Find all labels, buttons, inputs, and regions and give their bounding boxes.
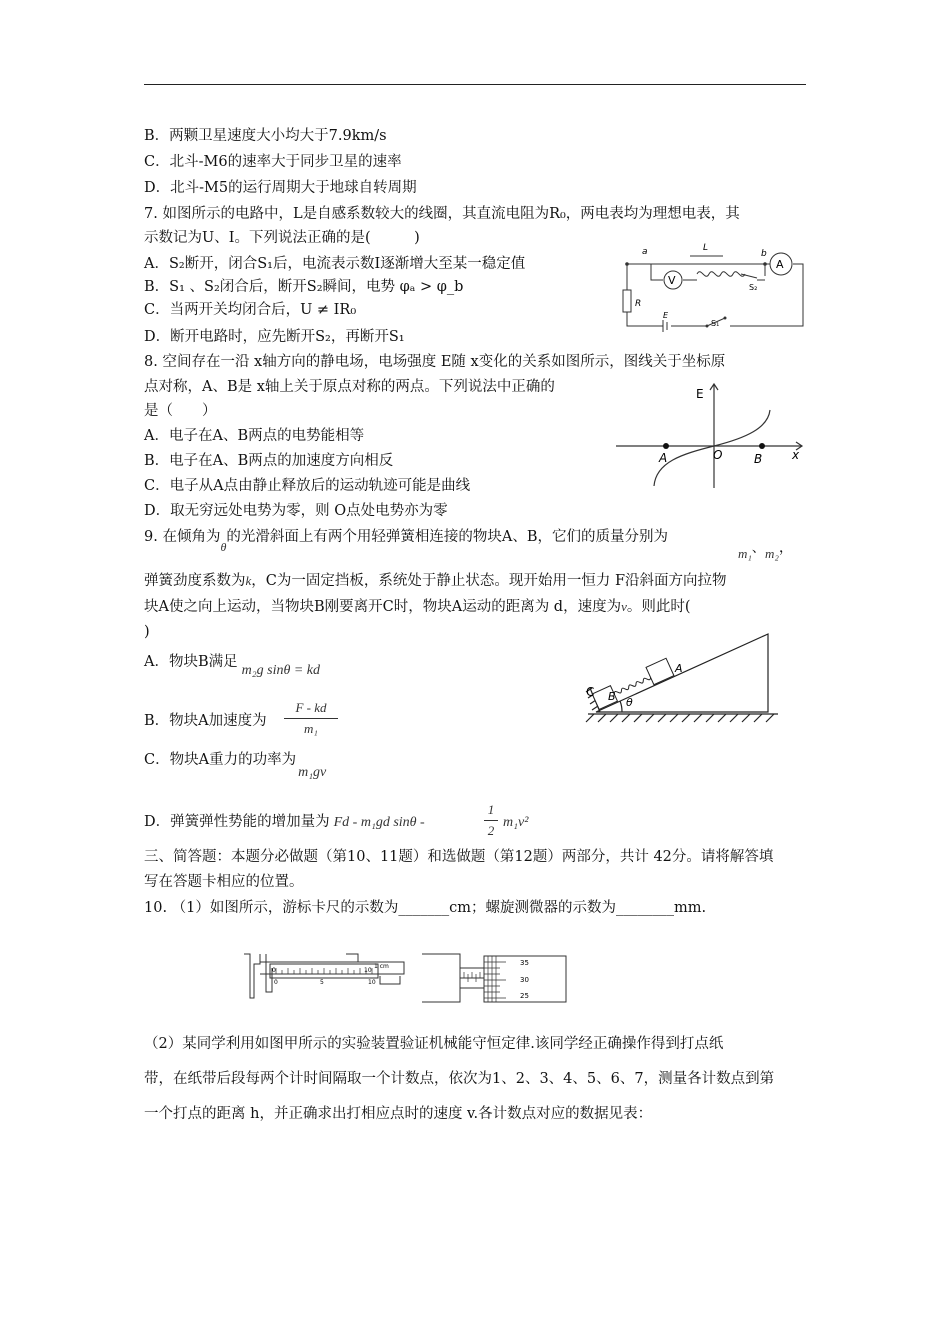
q7-fig-ammeter: A: [776, 258, 784, 271]
q10-part2-line3: 一个打点的距离 h，并正确求出打相应点时的速度 v.各计数点对应的数据见表：: [144, 1106, 653, 1122]
q10-caliper-5: 5: [320, 979, 324, 986]
q10-vernier-caliper: [240, 946, 412, 1004]
q7-stem-line2: 示数记为U、I。下列说法正确的是( ): [144, 230, 420, 246]
q10-part2-line2: 带，在纸带后段每两个计时间隔取一个计数点，依次为1、2、3、4、5、6、7，测量各计数点到第: [144, 1071, 775, 1087]
q6-option-c: C．北斗-M6的速率大于同步卫星的速率: [144, 154, 402, 170]
q9-option-d: [144, 812, 425, 833]
q8-option-a: A．电子在A、B两点的电势能相等: [144, 428, 365, 444]
q9-mass-comma: ，: [778, 540, 794, 556]
q8-point-A: A: [659, 451, 668, 465]
q7-fig-E: E: [663, 311, 669, 320]
q9-option-b-numerator: F - kd: [295, 700, 327, 715]
q6-option-b: B．两颗卫星速度大小均大于7.9km/s: [144, 128, 387, 144]
q9-stem-line3: [144, 597, 691, 617]
q8-option-d: D．取无穷远处电势为零，则 O点处电势亦为零: [144, 503, 448, 519]
q9-stem-line2: [144, 571, 727, 591]
q9-stem1b: 的光滑斜面上有两个用轻弹簧相连接的物块A、B，它们的质量分别为: [226, 529, 668, 545]
q9-option-d-formula2: m₁v²: [503, 815, 529, 830]
q9-option-d-formula1: Fd - m₁gd sinθ -: [333, 815, 425, 830]
q10-caliper-10-vernier: 10: [368, 979, 376, 986]
q9-option-d-label: D．弹簧弹性势能的增加量为: [144, 814, 330, 830]
q9-fig-theta: θ: [626, 696, 633, 709]
q8-option-b: B．电子在A、B两点的加速度方向相反: [144, 453, 394, 469]
q9-mass-sep: 、: [751, 541, 765, 556]
q9-stem3b: 。则此时(: [626, 599, 691, 615]
q10-caliper-1cm: 1 cm: [374, 963, 389, 970]
q7-fig-a: a: [642, 247, 648, 257]
q8-origin-O: O: [713, 448, 723, 462]
q8-field-graph: [612, 378, 812, 492]
header-rule: [144, 84, 806, 85]
q9-masses: [738, 538, 793, 564]
q7-option-d: D．断开电路时，应先断开S₂，再断开S₁: [144, 329, 405, 345]
q7-fig-R: R: [635, 299, 642, 309]
q8-stem-line1: 8. 空间存在一沿 x轴方向的静电场，电场强度 E随 x变化的关系如图所示，图线关于坐标原: [144, 354, 726, 370]
q9-option-a-formula: m₂g sinθ = kd: [241, 663, 320, 678]
q7-fig-b: b: [761, 249, 767, 259]
q7-option-b: B．S₁ 、S₂闭合后，断开S₂瞬间，电势 φₐ > φ_b: [144, 279, 464, 295]
q7-fig-voltmeter: V: [668, 274, 676, 287]
q7-option-a: A．S₂断开，闭合S₁后，电流表示数I逐渐增大至某一稳定值: [144, 256, 526, 272]
q9-option-d-fraction: [484, 802, 498, 839]
q9-m1: m₁: [738, 546, 752, 561]
q8-axis-x: x: [792, 448, 800, 462]
q8-stem-line3: 是（ ）: [144, 403, 217, 419]
q9-option-c-formula: m₁gv: [298, 765, 327, 780]
q7-stem-line1: 7. 如图所示的电路中，L是自感系数较大的线圈，其直流电阻为R₀，两电表均为理想电表，其: [144, 206, 740, 222]
q9-option-d-denominator: 2: [487, 823, 495, 838]
q9-option-d-numerator: 1: [487, 802, 495, 817]
q9-stem2b: ，C为一固定挡板，系统处于静止状态。现开始用一恒力 F沿斜面方向拉物: [251, 573, 727, 589]
q10-caliper-0-vernier: 0: [274, 979, 278, 986]
q9-fig-C: C: [586, 685, 595, 699]
q9-option-c: [144, 750, 327, 780]
q9-stem1a: 9. 在倾角为: [144, 529, 221, 545]
q9-option-b: B．物块A加速度为: [144, 713, 267, 729]
q8-axis-E: E: [696, 387, 704, 401]
fraction-bar: [484, 820, 498, 821]
q9-fig-B: B: [608, 690, 616, 703]
q9-option-a: [144, 652, 320, 678]
q10-part1: 10. （1）如图所示，游标卡尺的示数为_______cm；螺旋测微器的示数为________mm.: [144, 900, 707, 916]
q8-stem-line2: 点对称，A、B是 x轴上关于原点对称的两点。下列说法中正确的: [144, 379, 555, 395]
q10-micrometer: [420, 950, 570, 1006]
q9-option-b-fraction: [284, 700, 338, 737]
q6-option-d: D．北斗-M5的运行周期大于地球自转周期: [144, 180, 417, 196]
q8-point-B: B: [754, 452, 763, 466]
q10-caliper-0: 0: [272, 967, 276, 974]
q9-stem3a: 块A使之向上运动，当物块B刚要离开C时，物块A运动的距离为 d，速度为: [144, 599, 622, 615]
q7-fig-s2: S₂: [749, 283, 758, 292]
q10-micrometer-30: 30: [520, 976, 529, 984]
q10-micrometer-35: 35: [520, 959, 529, 967]
q9-option-c-label: C．物块A重力的功率为: [144, 752, 297, 768]
section3-line1: 三、简答题：本题分必做题（第10、11题）和选做题（第12题）两部分，共计 42分。请将解答填: [144, 849, 774, 865]
q9-stem-line4: ): [144, 624, 150, 640]
section3-line2: 写在答题卡相应的位置。: [144, 874, 304, 890]
q9-theta: θ: [220, 540, 227, 554]
q7-fig-L: L: [703, 243, 709, 253]
q7-option-c: C．当两开关均闭合后，U ≠ IR₀: [144, 302, 357, 318]
q8-option-c: C．电子从A点由静止释放后的运动轨迹可能是曲线: [144, 478, 471, 494]
q9-option-b-denominator: m₁: [304, 721, 318, 736]
q7-fig-s1: S₁: [711, 319, 720, 328]
q9-incline-figure: [578, 626, 784, 726]
q9-stem2a: 弹簧劲度系数为: [144, 573, 246, 589]
q10-micrometer-25: 25: [520, 992, 529, 1000]
q9-m2: m₂: [764, 546, 779, 561]
q9-v: v: [621, 599, 627, 614]
q7-circuit-figure: [615, 240, 815, 332]
q9-option-d-tail: [503, 812, 528, 833]
q9-k: k: [245, 573, 252, 588]
fraction-bar: [284, 718, 338, 719]
q10-part2-line1: （2）某同学利用如图甲所示的实验装置验证机械能守恒定律.该同学经正确操作得到打点纸: [144, 1036, 724, 1052]
q10-caliper-10: 10: [364, 967, 372, 974]
q9-fig-A: A: [675, 662, 683, 675]
q9-option-a-label: A．物块B满足: [144, 654, 238, 670]
q9-stem-line1: [144, 527, 668, 557]
